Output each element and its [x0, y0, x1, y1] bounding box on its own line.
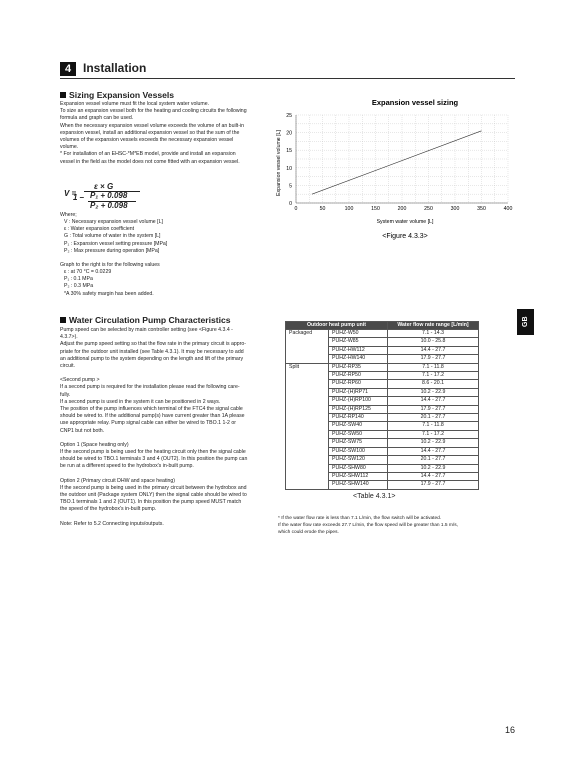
model-cell: PUHZ-SW40	[329, 422, 388, 430]
flow-rate-table-wrap	[285, 321, 479, 490]
expansion-vessel-chart	[270, 95, 520, 245]
text-line: * For installation of an EHSC-*M*EB model, provide and install an expansion	[60, 151, 236, 158]
pump-text-line: Pump speed can be selected by main controller setting (see <Figure 4.3.4 -	[60, 327, 233, 333]
flow-range-cell: 14.4 - 27.7	[388, 472, 479, 480]
pump-text-line: the outdoor unit (Package system ONLY) then the signal cable should be wired to	[60, 492, 247, 499]
pump-text-line: the speed of the hydrobox's in-built pump.	[60, 506, 157, 513]
text-line: To size an expansion vessel both for the heating and cooling circuits the following	[60, 108, 247, 115]
vessel-intro	[60, 101, 247, 166]
pump-text-line: The position of the pump influences which terminal of the FTC4 the signal cable	[60, 406, 243, 413]
model-cell: PUHZ-SW120	[329, 456, 388, 464]
text-line: Expansion vessel volume must fit the local system water volume.	[60, 101, 210, 107]
graph-note: Graph to the right is for the following values	[60, 262, 160, 268]
where-item: P₁ : Expansion vessel setting pressure [MPa]	[64, 240, 168, 247]
y-tick-label: 25	[286, 113, 292, 119]
graph-value: ε : at 70 °C = 0.0229	[64, 269, 112, 275]
pump-text-line: an additional pump to the system depending on the length and lift of the primary	[60, 355, 244, 362]
table-header-unit: Outdoor heat pump unit	[286, 322, 388, 330]
pump-text-line: should be wired to. If the additional pump(s) have current greater than 1A please	[60, 413, 245, 420]
paragraph-gap	[60, 435, 247, 442]
flow-range-cell: 17.9 - 27.7	[388, 355, 479, 363]
pump-text-line: If a second pump is used in the system it can be positioned in 2 ways.	[60, 398, 221, 405]
model-cell: PUHZ-SW100	[329, 447, 388, 455]
text-line: volumes of the expansion vessels exceeds the necessary expansion vessel	[60, 137, 234, 144]
flow-range-cell: 17.9 - 27.7	[388, 405, 479, 413]
section-title: Installation	[83, 61, 147, 75]
pump-text-line: <Second pump >	[60, 377, 100, 384]
y-tick-label: 15	[286, 148, 292, 155]
formula-lhs: V =	[64, 189, 77, 198]
flow-range-cell: 7.1 - 17.2	[388, 430, 479, 438]
flow-range-cell: 10.2 - 22.9	[388, 388, 479, 396]
chart-grid	[296, 115, 508, 203]
model-cell: PUHZ-W50	[329, 330, 388, 338]
system-type-cell: Split	[286, 363, 329, 489]
model-cell: PUHZ-RP35	[329, 363, 388, 371]
model-cell: PUHZ-(H)RP100	[329, 397, 388, 405]
pump-text-line: TBO.1 terminals 1 and 2 (OUT1). In this position the pump speed MUST match	[60, 499, 242, 506]
table-footnote	[278, 516, 458, 536]
graph-value: P₁ : 0.1 MPa	[64, 276, 93, 283]
flow-range-cell: 7.1 - 11.8	[388, 363, 479, 371]
x-tick-label: 100	[344, 206, 354, 212]
pump-text-line: be run at a different speed to the hydrobox's in-built pump.	[60, 463, 194, 470]
series-line	[312, 131, 482, 194]
language-tab: GB	[517, 309, 534, 335]
flow-range-cell: 14.4 - 27.7	[388, 346, 479, 354]
footnote-line: If the water flow rate exceeds 27.7 L/min, the flow speed will be greater than 1.5 m/s,	[278, 522, 458, 528]
chart-caption: <Figure 4.3.3>	[382, 233, 428, 240]
flow-range-cell: 7.1 - 14.3	[388, 330, 479, 338]
model-cell: PUHZ-SHW112	[329, 472, 388, 480]
formula-p1: P₁ + 0.098	[90, 191, 128, 200]
footnote-line: * If the water flow rate is less than 7.1 L/min, the flow switch will be activated.	[278, 516, 442, 521]
header-rule	[60, 78, 515, 79]
chart-x-ticks	[295, 206, 513, 212]
page-number: 16	[505, 725, 516, 735]
flow-range-cell: 10.0 - 25.8	[388, 338, 479, 346]
model-cell: PUHZ-RP60	[329, 380, 388, 388]
pump-text-line: priate for the outdoor unit installed (see Table 4.3.1). It may be necessary to add	[60, 348, 244, 355]
flow-range-cell: 10.2 - 22.9	[388, 464, 479, 472]
text-line: vessel in the field as the model does not come fitted with an expansion vessel.	[60, 158, 240, 165]
model-cell: PUHZ-W85	[329, 338, 388, 346]
pump-text-line: use appropriate relay. Pump signal cable can either be wired to TBO.1 1-2 or	[60, 420, 236, 427]
formula-den-lead: 1 –	[73, 193, 85, 202]
model-cell: PUHZ-HW140	[329, 355, 388, 363]
text-line: volume.	[60, 144, 79, 151]
flow-range-cell: 17.9 - 27.7	[388, 481, 479, 489]
table-header-flow: Water flow rate range [L/min]	[388, 322, 479, 330]
chart-y-ticks	[286, 113, 292, 207]
where-item: ε : Water expansion coefficient	[64, 226, 135, 233]
pump-text-line: CNP1 but not both.	[60, 427, 105, 434]
where-label: Where;	[60, 212, 77, 218]
chart-title: Expansion vessel sizing	[371, 98, 459, 107]
y-tick-label: 5	[289, 183, 292, 190]
where-item: G : Total volume of water in the system [L]	[64, 233, 161, 240]
where-item: V : Necessary expansion vessel volume [L]	[64, 219, 163, 225]
pump-text-line: Note: Refer to 5.2 Connecting inputs/outputs.	[60, 520, 164, 527]
flow-rate-table	[285, 321, 479, 490]
model-cell: PUHZ-SHW140	[329, 481, 388, 489]
table-row	[286, 330, 479, 338]
system-type-cell: Packaged	[286, 330, 329, 364]
text-line: expansion vessel, install an additional expansion vessel so that the sum of the	[60, 129, 240, 136]
formula-numerator: ε × G	[94, 182, 114, 191]
model-cell: PUHZ-SW75	[329, 439, 388, 447]
paragraph-gap	[60, 370, 247, 377]
pump-text	[60, 327, 247, 528]
y-tick-label: 0	[289, 201, 292, 207]
model-cell: PUHZ-SHW80	[329, 464, 388, 472]
x-tick-label: 150	[371, 206, 380, 212]
pump-text-line: If the second pump is being used in the primary circuit between the hydrobox and	[60, 484, 247, 491]
chart-xlabel: System water volume [L]	[376, 219, 434, 225]
pump-text-line: Option 2 (Primary circuit DHW and space heating)	[60, 477, 176, 484]
pump-text-line: If a second pump is required for the installation please read the following care-	[60, 384, 240, 391]
footnote-line: which could erode the pipes.	[278, 529, 339, 535]
pump-text-line: Option 1 (Space heating only)	[60, 441, 129, 448]
table-row	[286, 363, 479, 371]
x-tick-label: 350	[477, 206, 486, 212]
where-list	[64, 219, 167, 255]
table-caption: <Table 4.3.1>	[353, 493, 396, 500]
vessel-heading-text: Sizing Expansion Vessels	[69, 90, 175, 100]
pump-text-line: circuit.	[60, 363, 75, 370]
x-tick-label: 50	[319, 206, 326, 212]
y-tick-label: 10	[286, 165, 292, 172]
model-cell: PUHZ-(H)RP125	[329, 405, 388, 413]
flow-range-cell: 14.4 - 27.7	[388, 397, 479, 405]
heading-bullet	[60, 317, 66, 323]
model-cell: PUHZ-(H)RP71	[329, 388, 388, 396]
flow-range-cell: 14.4 - 27.7	[388, 447, 479, 455]
model-cell: PUHZ-HW112	[329, 346, 388, 354]
pump-text-line: 4.3.7>).	[60, 334, 78, 341]
paragraph-gap	[60, 514, 247, 521]
x-tick-label: 0	[294, 206, 298, 212]
model-cell: PUHZ-RP50	[329, 372, 388, 380]
graph-value: P₂ : 0.3 MPa	[64, 283, 94, 290]
x-tick-label: 200	[397, 206, 407, 212]
section-number: 4	[60, 62, 76, 76]
paragraph-gap	[60, 471, 247, 478]
heading-bullet	[60, 92, 66, 98]
flow-range-cell: 7.1 - 11.8	[388, 422, 479, 430]
flow-range-cell: 20.1 - 27.7	[388, 414, 479, 422]
x-tick-label: 300	[450, 206, 460, 212]
y-tick-label: 20	[286, 130, 292, 137]
flow-range-cell: 8.6 - 20.1	[388, 380, 479, 388]
x-tick-label: 250	[424, 206, 433, 212]
flow-range-cell: 10.2 - 22.9	[388, 439, 479, 447]
vessel-formula	[64, 182, 184, 212]
pump-text-line: should be wired to TBO.1 terminals 3 and 4 (OUT2). In this position the pump can	[60, 456, 248, 463]
vessel-heading	[60, 90, 174, 100]
where-item: P₂ : Max pressure during operation [MPa]	[64, 247, 160, 254]
model-cell: PUHZ-SW50	[329, 430, 388, 438]
graph-values	[64, 269, 154, 298]
chart-series	[312, 131, 482, 194]
flow-range-cell: 20.1 - 27.7	[388, 456, 479, 464]
x-tick-label: 400	[503, 206, 513, 212]
pump-text-line: If the second pump is being used for the heating circuit only then the signal cable	[60, 449, 246, 456]
graph-value: *A 30% safety margin has been added.	[64, 290, 154, 297]
formula-p2: P₂ + 0.098	[90, 201, 128, 210]
pump-heading-text: Water Circulation Pump Characteristics	[69, 315, 231, 325]
pump-heading	[60, 315, 231, 325]
flow-range-cell: 7.1 - 17.2	[388, 372, 479, 380]
text-line: formula and graph can be used.	[60, 115, 134, 122]
pump-text-line: fully.	[60, 391, 71, 398]
pump-text-line: Adjust the pump speed setting so that the flow rate in the primary circuit is appro-	[60, 341, 246, 348]
model-cell: PUHZ-RP140	[329, 414, 388, 422]
chart-ylabel: Expansion vessel volume [L]	[276, 130, 282, 196]
text-line: When the necessary expansion vessel volume exceeds the volume of an built-in	[60, 122, 244, 129]
